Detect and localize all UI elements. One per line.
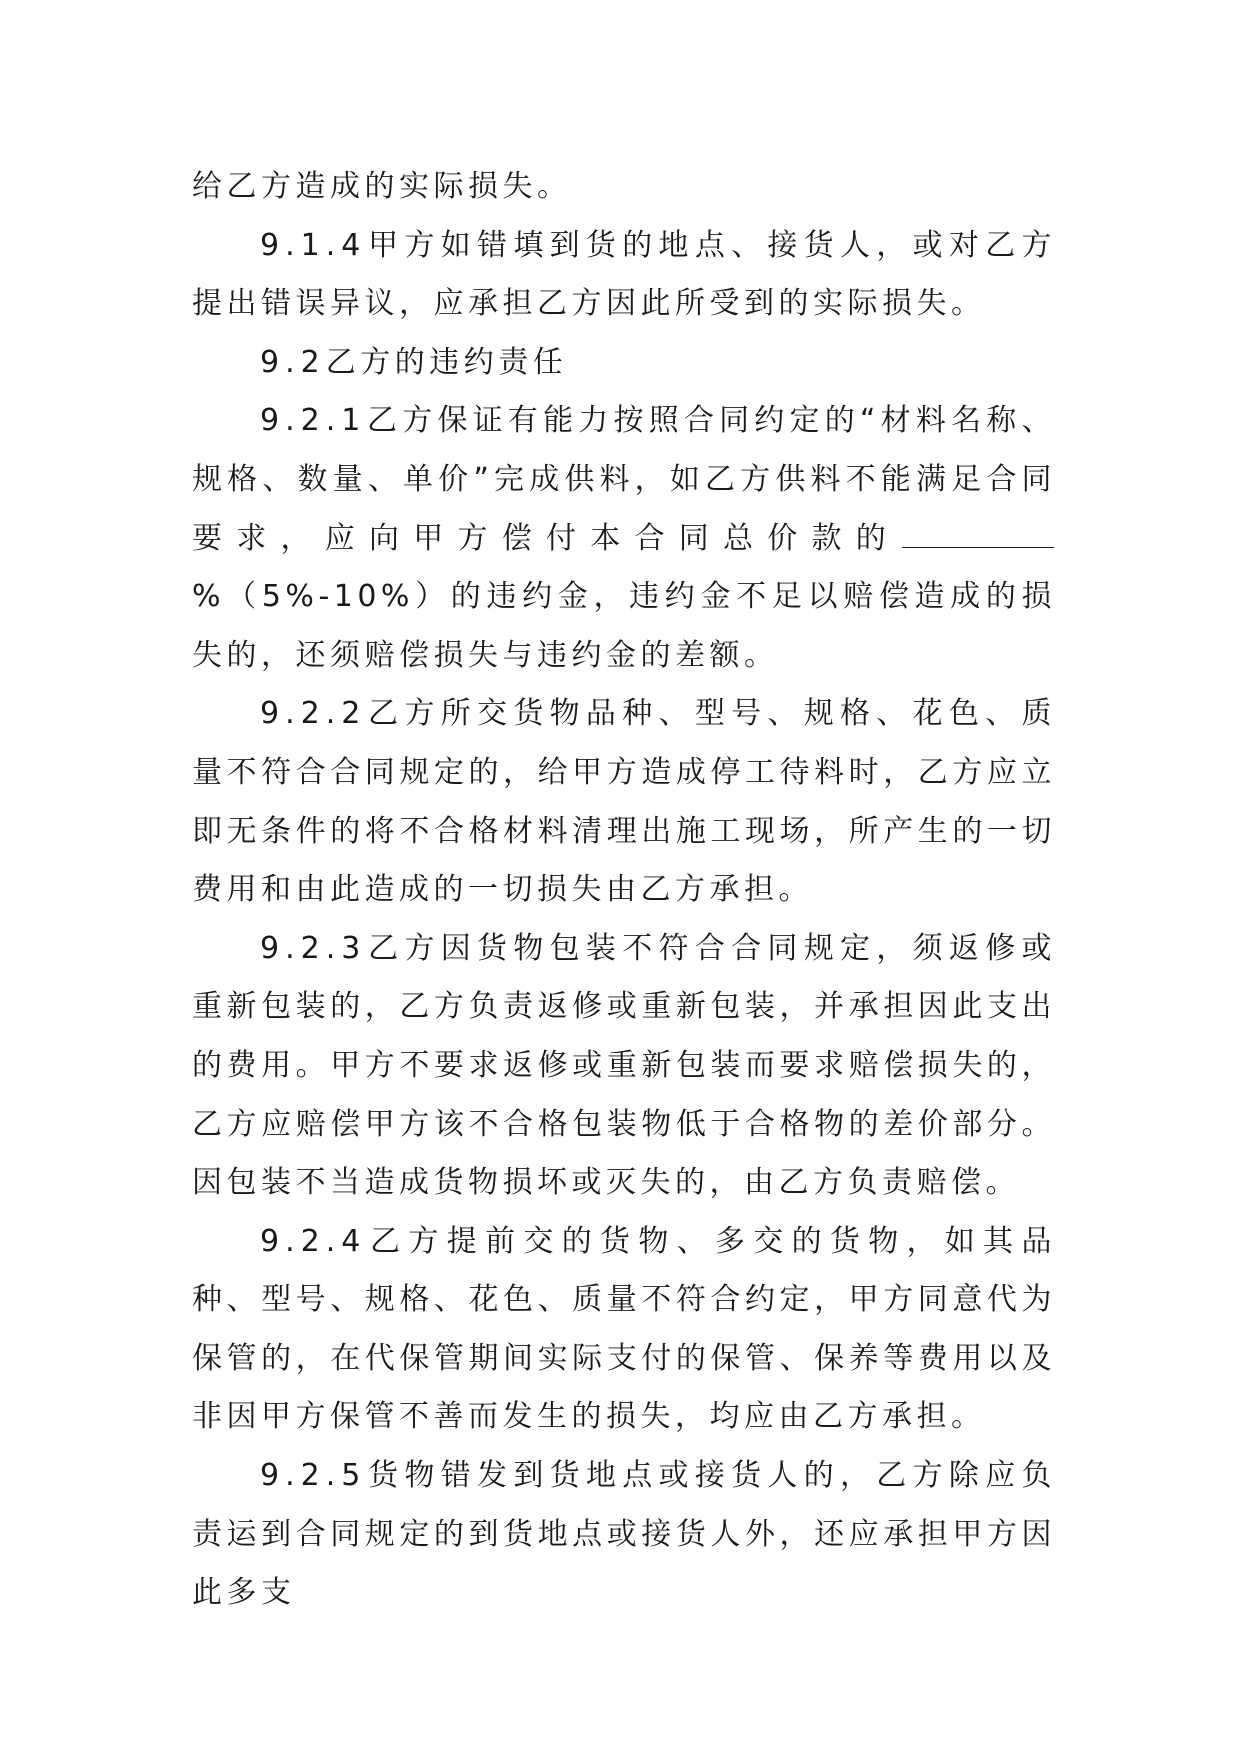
clause-9-2-5 — [192, 1447, 1056, 1623]
clause-text-part-a: 乙方保证有能力按照合同约定的“材料名称、规格、数量、单价”完成供料，如乙方供料不能满足合同要求，应向甲方偿付本合同总价款的 — [192, 403, 1056, 556]
clause-9-2-4 — [192, 1213, 1056, 1447]
clause-number: 9.2.4 — [260, 1223, 367, 1259]
clause-text: 货物错发到货地点或接货人的，乙方除应负责运到合同规定的到货地点或接货人外，还应承担甲方因此多支 — [192, 1458, 1056, 1611]
clause-9-2-3 — [192, 920, 1056, 1213]
clause-text: 乙方的违约责任 — [325, 344, 568, 380]
clause-number: 9.2 — [260, 344, 326, 380]
clause-number: 9.2.1 — [260, 403, 367, 439]
clause-text: 乙方因货物包装不符合合同规定，须返修或重新包装的，乙方负责返修或重新包装，并承担因此支出的费用。甲方不要求返修或重新包装而要求赔偿损失的，乙方应赔偿甲方该不合格包装物低于合格物的差价部分。因包装不当造成货物损坏或灭失的，由乙方负责赔偿。 — [192, 930, 1056, 1201]
clause-number: 9.2.3 — [260, 930, 367, 966]
clause-9-1-4 — [192, 217, 1056, 334]
clause-9-2-1 — [192, 392, 1056, 685]
clause-number: 9.1.4 — [260, 227, 367, 263]
paragraph-continuation — [192, 158, 1056, 217]
clause-text: 甲方如错填到货的地点、接货人，或对乙方提出错误异议，应承担乙方因此所受到的实际损失。 — [192, 227, 1056, 322]
percentage-blank-field — [902, 515, 1054, 548]
clause-number: 9.2.5 — [260, 1458, 367, 1494]
section-heading-9-2 — [192, 334, 1056, 393]
clause-text: 乙方提前交的货物、多交的货物，如其品种、型号、规格、花色、质量不符合约定，甲方同意代为保管的，在代保管期间实际支付的保管、保养等费用以及非因甲方保管不善而发生的损失，均应由乙方承担。 — [192, 1223, 1056, 1435]
document-body — [192, 158, 1056, 1623]
paragraph-text: 给乙方造成的实际损失。 — [192, 169, 572, 204]
clause-text: 乙方所交货物品种、型号、规格、花色、质量不符合合同规定的，给甲方造成停工待料时，乙方应立即无条件的将不合格材料清理出施工现场，所产生的一切费用和由此造成的一切损失由乙方承担。 — [192, 696, 1056, 908]
clause-9-2-2 — [192, 685, 1056, 919]
clause-text-part-b: %（5%-10%）的违约金，违约金不足以赔偿造成的损失的，还须赔偿损失与违约金的差额。 — [192, 579, 1056, 673]
clause-number: 9.2.2 — [260, 696, 367, 732]
